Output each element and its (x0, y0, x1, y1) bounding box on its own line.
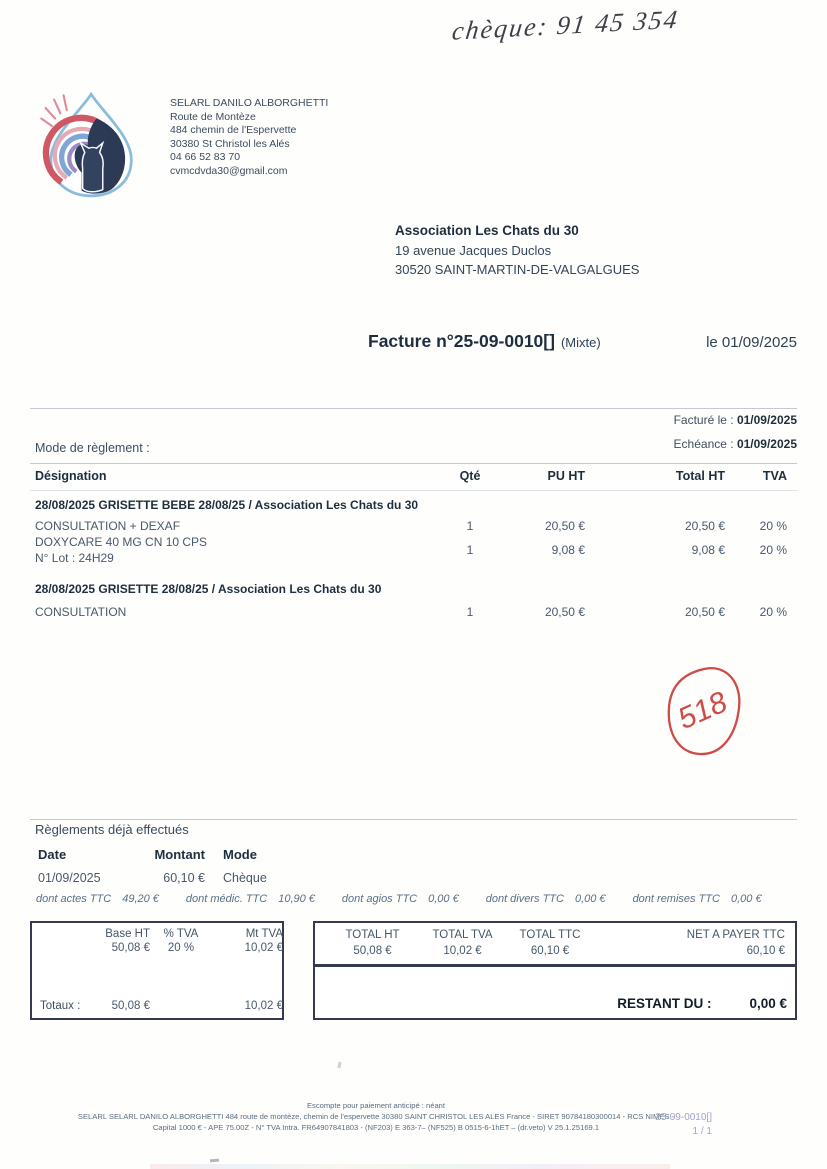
items-table-header (35, 469, 787, 483)
payments-header-row (38, 847, 378, 862)
vat-totals-amount: 10,02 € (244, 1000, 283, 1012)
vat-amount-value: 10,02 € (244, 942, 283, 954)
invoice-type: (Mixte) (560, 335, 601, 350)
breakdown-label: dont divers TTC (485, 893, 564, 905)
total-tva-label: TOTAL TVA (432, 929, 493, 941)
restant-du-value: 0,00 € (749, 996, 787, 1011)
item-lot-number: N° Lot : 24H29 (35, 551, 114, 565)
col-designation: Désignation (35, 469, 107, 483)
footer-line-1: Escompte pour paiement anticipé : néant (306, 1101, 446, 1110)
billed-date: 01/09/2025 (736, 413, 797, 427)
breakdown-actes (36, 893, 159, 905)
vat-totals-base: 50,08 € (111, 1000, 150, 1012)
divider-payments (30, 819, 797, 820)
recipient-block (395, 221, 639, 280)
item-tva: 20 % (759, 543, 787, 557)
clinic-email: cvmcdvda30@gmail.com (170, 164, 288, 177)
table-row (35, 518, 787, 534)
vat-spacer (40, 928, 84, 940)
breakdown-label: dont médic. TTC (185, 893, 268, 905)
red-circle-icon (658, 662, 750, 764)
item-designation: CONSULTATION + DEXAF (35, 519, 181, 533)
total-tva-value: 10,02 € (443, 945, 482, 957)
clinic-phone: 04 66 52 83 70 (170, 151, 241, 164)
payment-mode: Chèque (223, 871, 267, 885)
clinic-address-1: Route de Montèze (170, 110, 256, 123)
vat-header-row (40, 928, 283, 940)
svg-text:518: 518 (672, 685, 733, 737)
vat-rate-value: 20 % (167, 942, 195, 954)
breakdown-value: 0,00 € (428, 893, 459, 905)
totals-box (313, 921, 797, 1020)
item-total-ht: 9,08 € (691, 543, 725, 557)
vat-summary-box (30, 921, 284, 1020)
vat-col-base: Base HT (105, 928, 150, 940)
invoice-date: le 01/09/2025 (706, 334, 797, 351)
due-date: 01/09/2025 (736, 437, 797, 451)
item-tva: 20 % (759, 605, 787, 619)
clinic-address-3: 30380 St Christol les Alés (170, 137, 290, 150)
item-group-header: 28/08/2025 GRISETTE BEBE 28/08/25 / Association Les Chats du 30 (35, 498, 419, 512)
breakdown-value: 10,90 € (278, 893, 315, 905)
doc-page-number: 1 / 1 (692, 1126, 712, 1137)
breakdown-divers (486, 893, 606, 905)
net-a-payer-value: 60,10 € (746, 945, 785, 957)
payment-date: 01/09/2025 (38, 871, 101, 885)
vat-spacer (40, 942, 84, 954)
item-total-ht: 20,50 € (684, 605, 725, 619)
item-qty: 1 (466, 543, 474, 557)
scan-speck (210, 1159, 219, 1163)
payments-row (38, 871, 378, 885)
item-group-header: 28/08/2025 GRISETTE 28/08/25 / Association Les Chats du 30 (35, 582, 382, 596)
col-tva: TVA (762, 469, 787, 483)
clinic-logo (36, 90, 142, 198)
total-ht-label: TOTAL HT (345, 929, 400, 941)
item-designation-line1: DOXYCARE 40 MG CN 10 CPS (35, 535, 208, 549)
totals-value-row (315, 945, 795, 957)
col-qty: Qté (459, 469, 481, 483)
payments-col-montant: Montant (154, 847, 205, 862)
item-qty: 1 (466, 605, 474, 619)
col-pu-ht: PU HT (547, 469, 585, 483)
breakdown-label: dont agios TTC (341, 893, 418, 905)
breakdown-label: dont remises TTC (632, 893, 720, 905)
vat-totals-row (40, 1000, 283, 1012)
item-designation (35, 534, 435, 566)
item-tva: 20 % (759, 519, 787, 533)
total-ttc-value: 60,10 € (530, 945, 570, 957)
clinic-address-2: 484 chemin de l'Espervette (170, 124, 297, 137)
total-ht-value: 50,08 € (353, 945, 392, 957)
payment-amount: 60,10 € (163, 871, 205, 885)
footer-legal-block (40, 1100, 712, 1134)
handwritten-cheque-note: chèque: 91 45 354 (450, 4, 681, 46)
handwritten-red-circle-number (658, 662, 750, 764)
item-pu-ht: 20,50 € (544, 605, 585, 619)
vat-base-value: 50,08 € (111, 942, 150, 954)
totals-separator (315, 964, 795, 967)
net-a-payer-label: NET A PAYER TTC (686, 929, 785, 941)
item-pu-ht: 20,50 € (544, 519, 585, 533)
recipient-name: Association Les Chats du 30 (395, 223, 579, 238)
col-total-ht: Total HT (675, 469, 725, 483)
total-ttc-label: TOTAL TTC (519, 929, 581, 941)
breakdown-value: 49,20 € (122, 893, 159, 905)
recipient-address-2: 30520 SAINT-MARTIN-DE-VALGALGUES (395, 262, 640, 277)
vat-value-row (40, 942, 283, 954)
payment-mode-label: Mode de règlement : (35, 441, 150, 455)
breakdown-remises (633, 893, 762, 905)
due-date-row (497, 437, 797, 451)
item-qty: 1 (466, 519, 474, 533)
restant-du-label: RESTANT DU : (617, 996, 712, 1011)
item-total-ht: 20,50 € (684, 519, 725, 533)
restant-du-row (315, 996, 795, 1018)
payments-col-mode: Mode (223, 847, 257, 862)
scan-speck (337, 1062, 341, 1068)
payments-title: Règlements déjà effectués (35, 822, 189, 837)
breakdown-medic (186, 893, 315, 905)
items-table-body (35, 496, 787, 620)
breakdown-value: 0,00 € (730, 893, 762, 905)
breakdown-label: dont actes TTC (36, 893, 112, 905)
scan-edge-artifact (150, 1164, 670, 1169)
invoice-title-row (368, 331, 797, 352)
due-label: Echéance : (673, 437, 734, 451)
divider-items-header (30, 490, 797, 491)
recipient-address-1: 19 avenue Jacques Duclos (395, 242, 552, 258)
breakdown-agios (342, 893, 459, 905)
divider-top (30, 408, 797, 409)
water-drop-pets-icon (36, 90, 142, 198)
breakdown-value: 0,00 € (574, 893, 606, 905)
payments-col-date: Date (38, 847, 67, 862)
divider-meta (30, 463, 797, 464)
item-designation: CONSULTATION (35, 605, 127, 619)
footer-doc-ref (628, 1111, 712, 1139)
doc-ref-number: 25-09-0010[] (655, 1112, 712, 1123)
footer-line-2: SELARL SELARL DANILO ALBORGHETTI 484 route de montèze, chemin de l'espervette 30380 SAINT CHRISTOL LES ALES France - SIRET 90784180300014 - RCS NIMES - (77, 1112, 675, 1122)
clinic-name: SELARL DANILO ALBORGHETTI (170, 97, 329, 109)
billed-label: Facturé le : (673, 413, 734, 427)
clinic-info-block (170, 97, 328, 179)
billed-date-row (497, 413, 797, 427)
vat-totals-label: Totaux : (40, 1000, 81, 1012)
totals-header-row (315, 929, 795, 941)
invoice-number: Facture n°25-09-0010[] (368, 331, 555, 351)
vat-col-amount: Mt TVA (245, 928, 283, 940)
footer-line-3: Capital 1000 € - APE 75.00Z - N° TVA Intra. FR64907841803 - (NF203) E 363-7– (NF525) B 0515-6-1hET – (dr.veto) V 25.1.25169.1 (152, 1123, 600, 1133)
item-pu-ht: 9,08 € (551, 543, 585, 557)
table-row (35, 604, 787, 620)
table-row (35, 534, 787, 566)
vat-col-rate: % TVA (163, 928, 199, 940)
payments-breakdown-row (36, 893, 762, 905)
vat-spacer (150, 1000, 212, 1012)
